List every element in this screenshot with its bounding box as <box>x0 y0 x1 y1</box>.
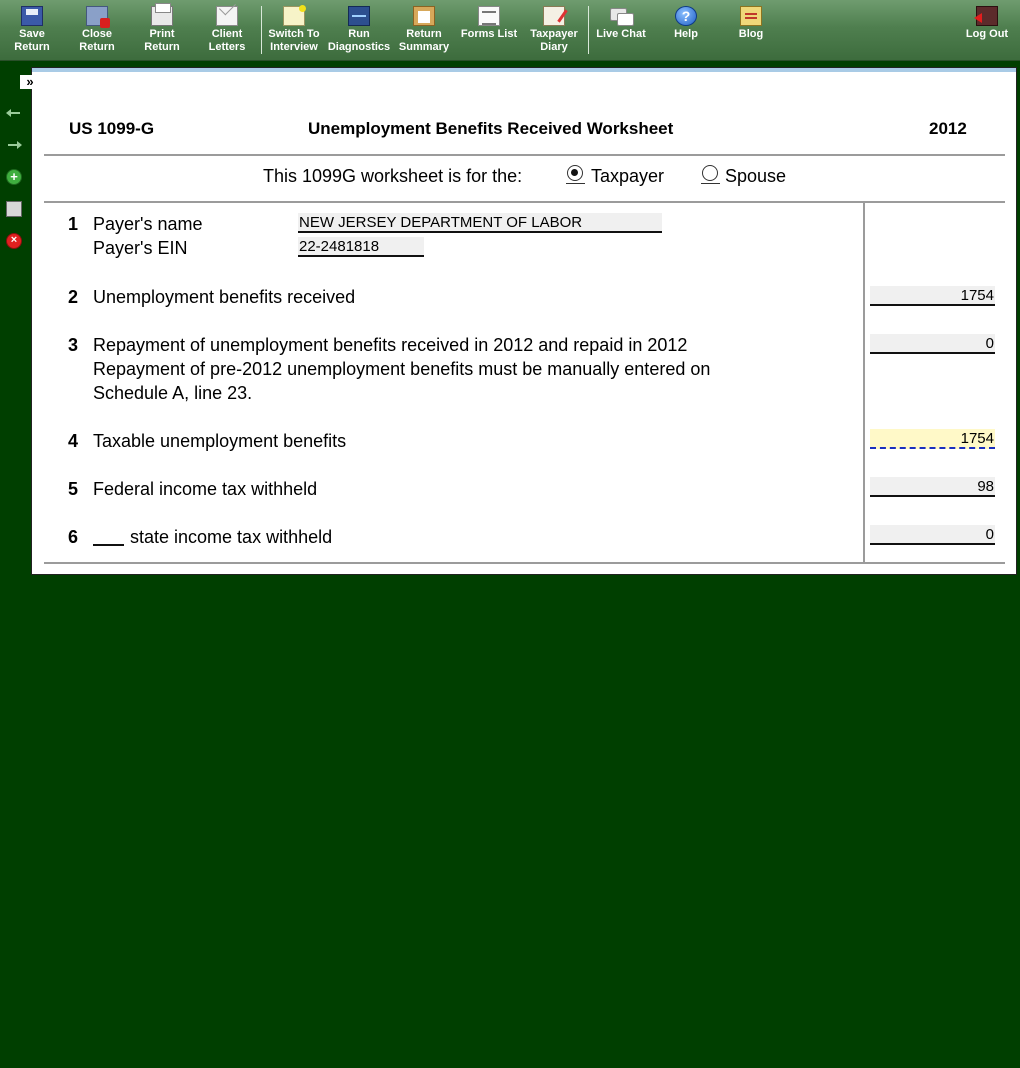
taxable-benefits-field[interactable]: 1754 <box>870 429 995 449</box>
unemployment-benefits-field[interactable]: 1754 <box>870 286 995 306</box>
forms-list-label: Forms List <box>460 28 518 40</box>
print-form-icon[interactable] <box>6 201 22 217</box>
run-diagnostics-button[interactable] <box>327 4 391 58</box>
state-code-field[interactable] <box>93 544 124 546</box>
line-4-label: Taxable unemployment benefits <box>93 431 347 451</box>
payer-name-field[interactable]: NEW JERSEY DEPARTMENT OF LABOR <box>298 213 662 233</box>
run-diagnostics-label: Run Diagnostics <box>327 28 391 53</box>
taxpayer-diary-button[interactable] <box>522 4 586 58</box>
return-summary-label: Return Summary <box>398 28 450 53</box>
print-return-button[interactable] <box>130 4 194 58</box>
taxpayer-diary-label: Taxpayer Diary <box>530 28 578 53</box>
save-icon <box>21 6 43 26</box>
chat-icon <box>610 6 632 26</box>
selector-divider <box>44 201 1005 203</box>
worksheet-for-label: This 1099G worksheet is for the: <box>263 166 523 186</box>
blog-label: Blog <box>738 28 764 40</box>
diagnostics-icon <box>348 6 370 26</box>
line-4-number: 4 <box>68 431 79 451</box>
header-divider <box>44 154 1005 156</box>
close-return-icon <box>86 6 108 26</box>
save-return-button[interactable] <box>0 4 64 58</box>
help-button[interactable] <box>654 4 718 58</box>
help-icon: ? <box>675 6 697 26</box>
log-out-label: Log Out <box>965 28 1009 40</box>
line-6-label: state income tax withheld <box>130 527 333 547</box>
save-return-label: Save Return <box>14 28 50 53</box>
form-year: 2012 <box>929 119 967 138</box>
taxpayer-radio[interactable] <box>567 165 583 181</box>
blog-icon <box>740 6 762 26</box>
main-toolbar <box>0 0 1020 61</box>
log-out-button[interactable] <box>955 4 1019 58</box>
line-2-number: 2 <box>68 287 79 307</box>
line-3-note-schedule: Schedule A, line 23. <box>93 383 253 403</box>
amount-column-divider <box>863 202 865 563</box>
panel-top-border <box>32 68 1016 72</box>
logout-icon <box>976 6 998 26</box>
help-label: Help <box>674 28 698 40</box>
line-3-label: Repayment of unemployment benefits received in 2012 and repaid in 2012 <box>93 335 688 355</box>
close-return-label: Close Return <box>79 28 115 53</box>
interview-icon <box>283 6 305 26</box>
add-form-icon[interactable]: + <box>6 169 22 185</box>
line-2-label: Unemployment benefits received <box>93 287 356 307</box>
line-5-number: 5 <box>68 479 79 499</box>
taxpayer-radio-label[interactable]: Taxpayer <box>591 166 665 186</box>
switch-to-interview-label: Switch To Interview <box>268 28 320 53</box>
worksheet-panel <box>26 67 1017 575</box>
line-3-number: 3 <box>68 335 79 355</box>
form-title: Unemployment Benefits Received Worksheet <box>308 119 674 138</box>
taxpayer-radio-underline <box>566 183 585 184</box>
live-chat-label: Live Chat <box>596 28 646 40</box>
payer-ein-field[interactable]: 22-2481818 <box>298 237 424 257</box>
close-return-button[interactable] <box>65 4 129 58</box>
live-chat-button[interactable] <box>589 4 653 58</box>
collapse-sidebar-icon[interactable]: » <box>20 75 40 89</box>
switch-to-interview-button[interactable] <box>262 4 326 58</box>
spouse-radio[interactable] <box>702 165 718 181</box>
printer-icon <box>151 6 173 26</box>
clipboard-icon <box>413 6 435 26</box>
envelope-icon <box>216 6 238 26</box>
next-arrow-icon[interactable] <box>6 137 22 153</box>
delete-form-icon[interactable]: × <box>6 233 22 249</box>
line-1-number: 1 <box>68 214 79 234</box>
spouse-radio-underline <box>701 183 720 184</box>
forms-list-button[interactable] <box>457 4 521 58</box>
diary-icon <box>543 6 565 26</box>
line-6-number: 6 <box>68 527 79 547</box>
payer-name-label: Payer's name <box>93 214 203 234</box>
print-return-label: Print Return <box>144 28 180 53</box>
payer-ein-label: Payer's EIN <box>93 238 188 258</box>
footer-divider <box>44 562 1005 564</box>
client-letters-button[interactable] <box>195 4 259 58</box>
return-summary-button[interactable] <box>392 4 456 58</box>
federal-tax-withheld-field[interactable]: 98 <box>870 477 995 497</box>
line-5-label: Federal income tax withheld <box>93 479 318 499</box>
state-tax-withheld-field[interactable]: 0 <box>870 525 995 545</box>
previous-arrow-icon[interactable] <box>6 105 22 121</box>
repayment-field[interactable]: 0 <box>870 334 995 354</box>
forms-list-icon <box>478 6 500 26</box>
line-3-note: Repayment of pre-2012 unemployment benefits must be manually entered on <box>93 359 711 379</box>
client-letters-label: Client Letters <box>208 28 246 53</box>
blog-button[interactable] <box>719 4 783 58</box>
spouse-radio-label[interactable]: Spouse <box>725 166 787 186</box>
form-id: US 1099-G <box>69 119 155 138</box>
